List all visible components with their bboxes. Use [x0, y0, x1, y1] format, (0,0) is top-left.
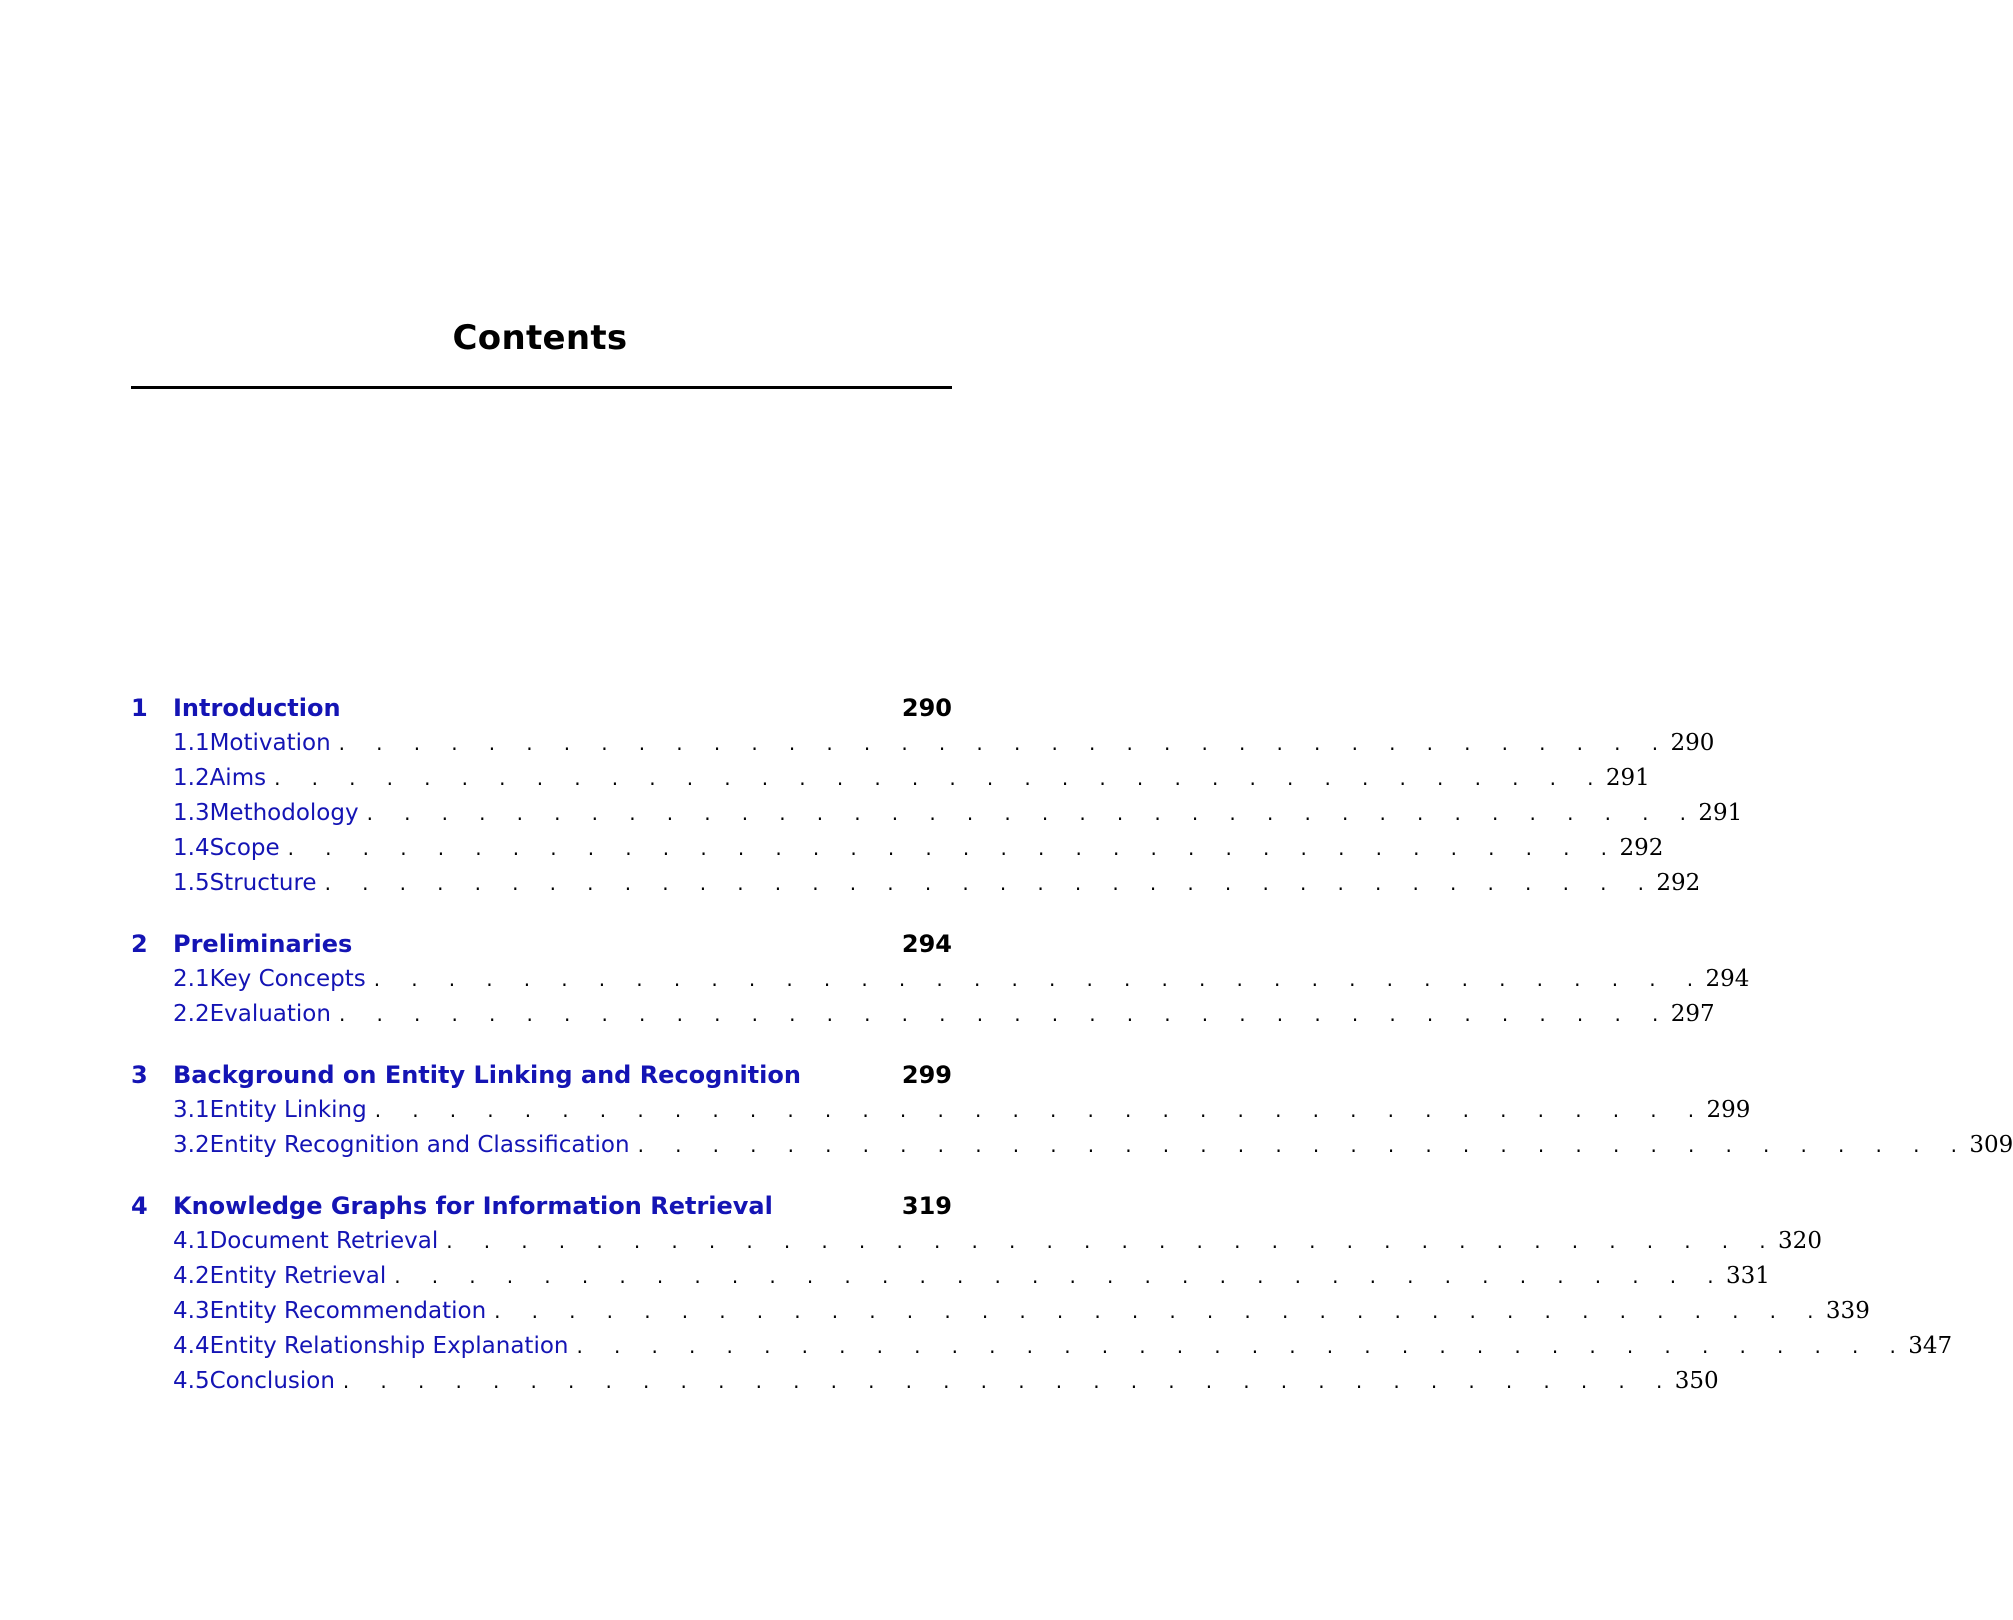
dot-leader: . . . . . . . . . . . . . . . . . . . . . . . . . . . . . . . . . . . . [287, 836, 1620, 860]
chapter-number: 3 [131, 1061, 148, 1089]
section-title[interactable]: Methodology [209, 800, 359, 826]
chapter-title[interactable]: Background on Entity Linking and Recognition [173, 1061, 801, 1089]
toc-section-entry[interactable] [131, 1364, 1719, 1399]
chapter-title[interactable]: Preliminaries [173, 930, 353, 958]
section-number: 4.1 [173, 1228, 210, 1254]
toc-chapter [131, 690, 1743, 901]
section-number: 2.1 [173, 966, 210, 992]
chapter-number: 4 [131, 1192, 148, 1220]
toc-section-entry[interactable] [131, 726, 1715, 761]
toc-chapter [131, 1057, 2013, 1163]
toc-section-entry[interactable] [131, 1093, 1751, 1128]
section-title[interactable]: Document Retrieval [209, 1228, 439, 1254]
toc-chapter-entry[interactable] [131, 1188, 952, 1224]
section-number: 4.3 [173, 1298, 210, 1324]
toc-chapter-entry[interactable] [131, 926, 952, 962]
section-number: 1.5 [173, 870, 210, 896]
section-title[interactable]: Entity Retrieval [209, 1263, 387, 1289]
dot-leader: . . . . . . . . . . . . . . . . . . . . . . . . . . . . . . . . . . . . [342, 1369, 1675, 1393]
section-page: 290 [1670, 730, 1715, 756]
chapter-page: 319 [901, 1192, 952, 1220]
dot-leader: . . . . . . . . . . . . . . . . . . . . . . . . . . . . . . . . . . . . [373, 967, 1706, 991]
dot-leader: . . . . . . . . . . . . . . . . . . . . . . . . . . . . . . . . . . . . [274, 766, 1606, 790]
section-title[interactable]: Key Concepts [209, 966, 366, 992]
chapter-page: 299 [901, 1061, 952, 1089]
section-title[interactable]: Entity Linking [209, 1097, 367, 1123]
toc-section-entry[interactable] [131, 761, 1650, 796]
chapter-number: 1 [131, 694, 148, 722]
toc-section-entry[interactable] [131, 796, 1743, 831]
section-page: 294 [1705, 966, 1750, 992]
table-of-contents [131, 690, 2013, 1424]
toc-section-entry[interactable] [131, 997, 1715, 1032]
section-page: 309 [1969, 1132, 2013, 1158]
section-number: 2.2 [173, 1001, 210, 1027]
section-number: 4.2 [173, 1263, 210, 1289]
section-page: 291 [1605, 765, 1650, 791]
toc-section-entry[interactable] [131, 1224, 1822, 1259]
section-number: 1.2 [173, 765, 210, 791]
section-page: 292 [1619, 835, 1664, 861]
section-title[interactable]: Entity Relationship Explanation [209, 1333, 569, 1359]
section-title[interactable]: Entity Recommendation [209, 1298, 487, 1324]
section-page: 291 [1698, 800, 1743, 826]
toc-section-entry[interactable] [131, 1294, 1870, 1329]
section-number: 3.1 [173, 1097, 210, 1123]
toc-section-entry[interactable] [131, 866, 1701, 901]
toc-chapter [131, 1188, 1953, 1399]
chapter-title[interactable]: Knowledge Graphs for Information Retrieval [173, 1192, 773, 1220]
dot-leader: . . . . . . . . . . . . . . . . . . . . . . . . . . . . . . . . . . . . [338, 1002, 1671, 1026]
chapter-page: 290 [901, 694, 952, 722]
section-number: 4.4 [173, 1333, 210, 1359]
section-title[interactable]: Conclusion [209, 1368, 335, 1394]
section-title[interactable]: Evaluation [209, 1001, 331, 1027]
dot-leader: . . . . . . . . . . . . . . . . . . . . . . . . . . . . . . . . . . . . [324, 871, 1657, 895]
dot-leader: . . . . . . . . . . . . . . . . . . . . . . . . . . . . . . . . . . . . [394, 1264, 1727, 1288]
section-page: 350 [1674, 1368, 1719, 1394]
toc-chapter [131, 926, 1750, 1032]
section-page: 339 [1825, 1298, 1870, 1324]
section-number: 4.5 [173, 1368, 210, 1394]
dot-leader: . . . . . . . . . . . . . . . . . . . . . . . . . . . . . . . . . . . . [637, 1133, 1970, 1157]
page-title: Contents [452, 318, 628, 358]
section-number: 3.2 [173, 1132, 210, 1158]
dot-leader: . . . . . . . . . . . . . . . . . . . . . . . . . . . . . . . . . . . . [338, 731, 1671, 755]
chapter-number: 2 [131, 930, 148, 958]
section-page: 347 [1908, 1333, 1953, 1359]
toc-section-entry[interactable] [131, 1329, 1953, 1364]
dot-leader: . . . . . . . . . . . . . . . . . . . . . . . . . . . . . . . . . . . . [576, 1334, 1909, 1358]
section-title[interactable]: Aims [209, 765, 267, 791]
section-number: 1.3 [173, 800, 210, 826]
dot-leader: . . . . . . . . . . . . . . . . . . . . . . . . . . . . . . . . . . . . [446, 1229, 1779, 1253]
section-page: 299 [1706, 1097, 1751, 1123]
toc-chapter-entry[interactable] [131, 690, 952, 726]
section-page: 297 [1670, 1001, 1715, 1027]
section-number: 1.4 [173, 835, 210, 861]
dot-leader: . . . . . . . . . . . . . . . . . . . . . . . . . . . . . . . . . . . . [494, 1299, 1826, 1323]
title-rule [131, 386, 952, 389]
section-title[interactable]: Entity Recognition and Classification [209, 1132, 630, 1158]
dot-leader: . . . . . . . . . . . . . . . . . . . . . . . . . . . . . . . . . . . . [374, 1098, 1707, 1122]
toc-section-entry[interactable] [131, 831, 1664, 866]
section-number: 1.1 [173, 730, 210, 756]
chapter-title[interactable]: Introduction [173, 694, 341, 722]
toc-section-entry[interactable] [131, 1259, 1770, 1294]
dot-leader: . . . . . . . . . . . . . . . . . . . . . . . . . . . . . . . . . . . . [366, 801, 1699, 825]
toc-section-entry[interactable] [131, 1128, 2013, 1163]
section-title[interactable]: Structure [209, 870, 317, 896]
section-page: 292 [1656, 870, 1701, 896]
toc-section-entry[interactable] [131, 962, 1750, 997]
section-page: 331 [1726, 1263, 1770, 1289]
section-title[interactable]: Motivation [209, 730, 331, 756]
chapter-page: 294 [901, 930, 952, 958]
toc-chapter-entry[interactable] [131, 1057, 952, 1093]
section-title[interactable]: Scope [209, 835, 280, 861]
section-page: 320 [1778, 1228, 1822, 1254]
